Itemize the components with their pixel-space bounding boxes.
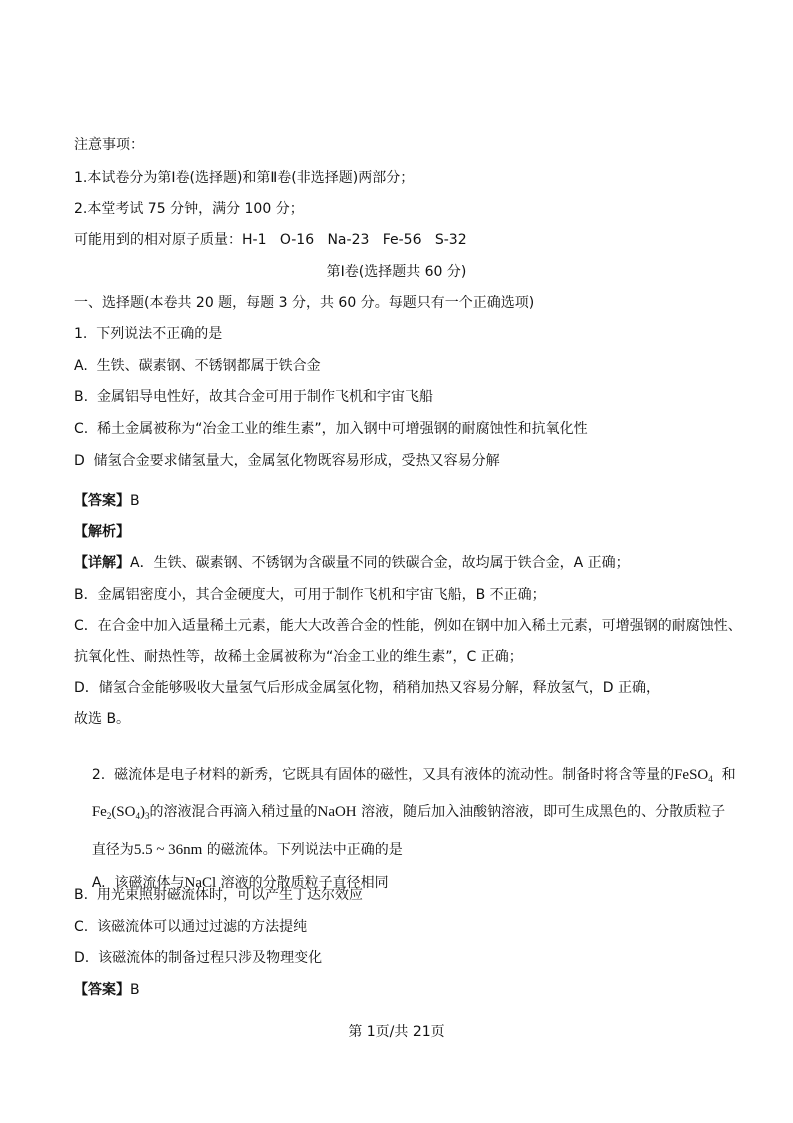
q2-option-a1: A. 该磁流体与 (91, 875, 185, 891)
q1-option-c: C. 稀土金属被称为“冶金工业的维生素”，加入钢中可增强钢的耐腐蚀性和抗氧化性 (74, 421, 588, 437)
q2-stem-3a: 直径为 (91, 842, 134, 858)
feso4-subscript: 4 (708, 774, 713, 784)
answer-value: B (130, 493, 140, 509)
q1-detail-c1: C．在合金中加入适量稀土元素，能大大改善合金的性能，例如在钢中加入稀土元素，可增强钢的耐腐蚀性、 (74, 618, 742, 634)
feso4-formula (674, 767, 713, 783)
detail-label: 【详解】 (74, 555, 130, 571)
particle-size: 5.5 ~ 36nm (133, 842, 203, 858)
section-header: 一、选择题(本卷共 20 题，每题 3 分，共 60 分。每题只有一个正确选项) (74, 295, 535, 311)
nacl-formula: NaCl (184, 875, 217, 891)
q1-analysis-label (74, 522, 130, 542)
q2-stem-3b: 的磁流体。下列说法中正确的是 (202, 842, 403, 858)
q2-answer-value: B (130, 982, 140, 998)
q1-stem: 1. 下列说法不正确的是 (74, 326, 223, 342)
q1-answer (74, 491, 140, 511)
q2-answer (74, 980, 140, 1000)
note-item-1: 1.本试卷分为第Ⅰ卷(选择题)和第Ⅱ卷(非选择题)两部分； (74, 170, 415, 186)
q1-detail-b: B．金属铝密度小，其合金硬度大，可用于制作飞机和宇宙飞船，B 不正确； (74, 587, 546, 603)
q2-option-a2: 溶液的分散质粒子直径相同 (216, 875, 389, 891)
q2-stem-2b: 溶液，随后加入油酸钠溶液，即可生成黑色的、分散质粒子 (356, 804, 726, 820)
page-footer: 第 1页/共 21页 (348, 1024, 445, 1040)
so4-text: (SO (111, 804, 136, 820)
fe2-subscript: 2 (106, 811, 112, 821)
naoh-formula: NaOH (317, 804, 357, 820)
analysis-label: 【解析】 (74, 524, 130, 540)
q2-option-d: D. 该磁流体的制备过程只涉及物理变化 (74, 950, 323, 966)
q2-stem-1b: 和 (712, 767, 736, 783)
q2-option-c: C. 该磁流体可以通过过滤的方法提纯 (74, 919, 308, 935)
q2-answer-label: 【答案】 (74, 982, 130, 998)
q2-stem-1a: 2. 磁流体是电子材料的新秀，它既具有固体的磁性，又具有液体的流动性。制备时将含等量的 (91, 767, 675, 783)
q1-option-d: D 储氢合金要求储氢量大，金属氢化物既容易形成，受热又容易分解 (74, 453, 500, 469)
fe2-text: Fe (91, 804, 107, 820)
volume-title: 第Ⅰ卷(选择题共 60 分) (326, 264, 467, 280)
so4-subscript: 4 (135, 811, 140, 821)
fe2so43-formula (92, 804, 150, 820)
q1-option-a: A. 生铁、碳素钢、不锈钢都属于铁合金 (74, 358, 321, 374)
notes-heading: 注意事项： (74, 137, 144, 153)
atomic-mass-line: 可能用到的相对原子质量：H-1 O-16 Na-23 Fe-56 S-32 (74, 232, 467, 248)
so4-close: ) (139, 804, 145, 820)
feso4-text: FeSO (674, 767, 709, 783)
q1-detail-d: D．储氢合金能够吸收大量氢气后形成金属氢化物，稍稍加热又容易分解，释放氢气，D 正确， (74, 680, 661, 696)
q1-conclusion: 故选 B。 (74, 711, 131, 727)
detail-a-text: A．生铁、碳素钢、不锈钢为含碳量不同的铁碳合金，故均属于铁合金，A 正确； (130, 555, 630, 571)
so43-subscript: 3 (144, 811, 150, 821)
answer-label: 【答案】 (74, 493, 130, 509)
q1-detail-a (74, 553, 630, 573)
q2-stem-2a: 的溶液混合再滴入稍过量的 (149, 804, 318, 820)
note-item-2: 2.本堂考试 75 分钟，满分 100 分； (74, 201, 304, 217)
q1-option-b: B. 金属铝导电性好，故其合金可用于制作飞机和宇宙飞船 (74, 389, 433, 405)
q2-option-b: B. 用光束照射磁流体时，可以产生丁达尔效应 (74, 887, 363, 903)
q1-detail-c2: 抗氧化性、耐热性等，故稀土金属被称为“冶金工业的维生素”，C 正确； (74, 649, 523, 665)
